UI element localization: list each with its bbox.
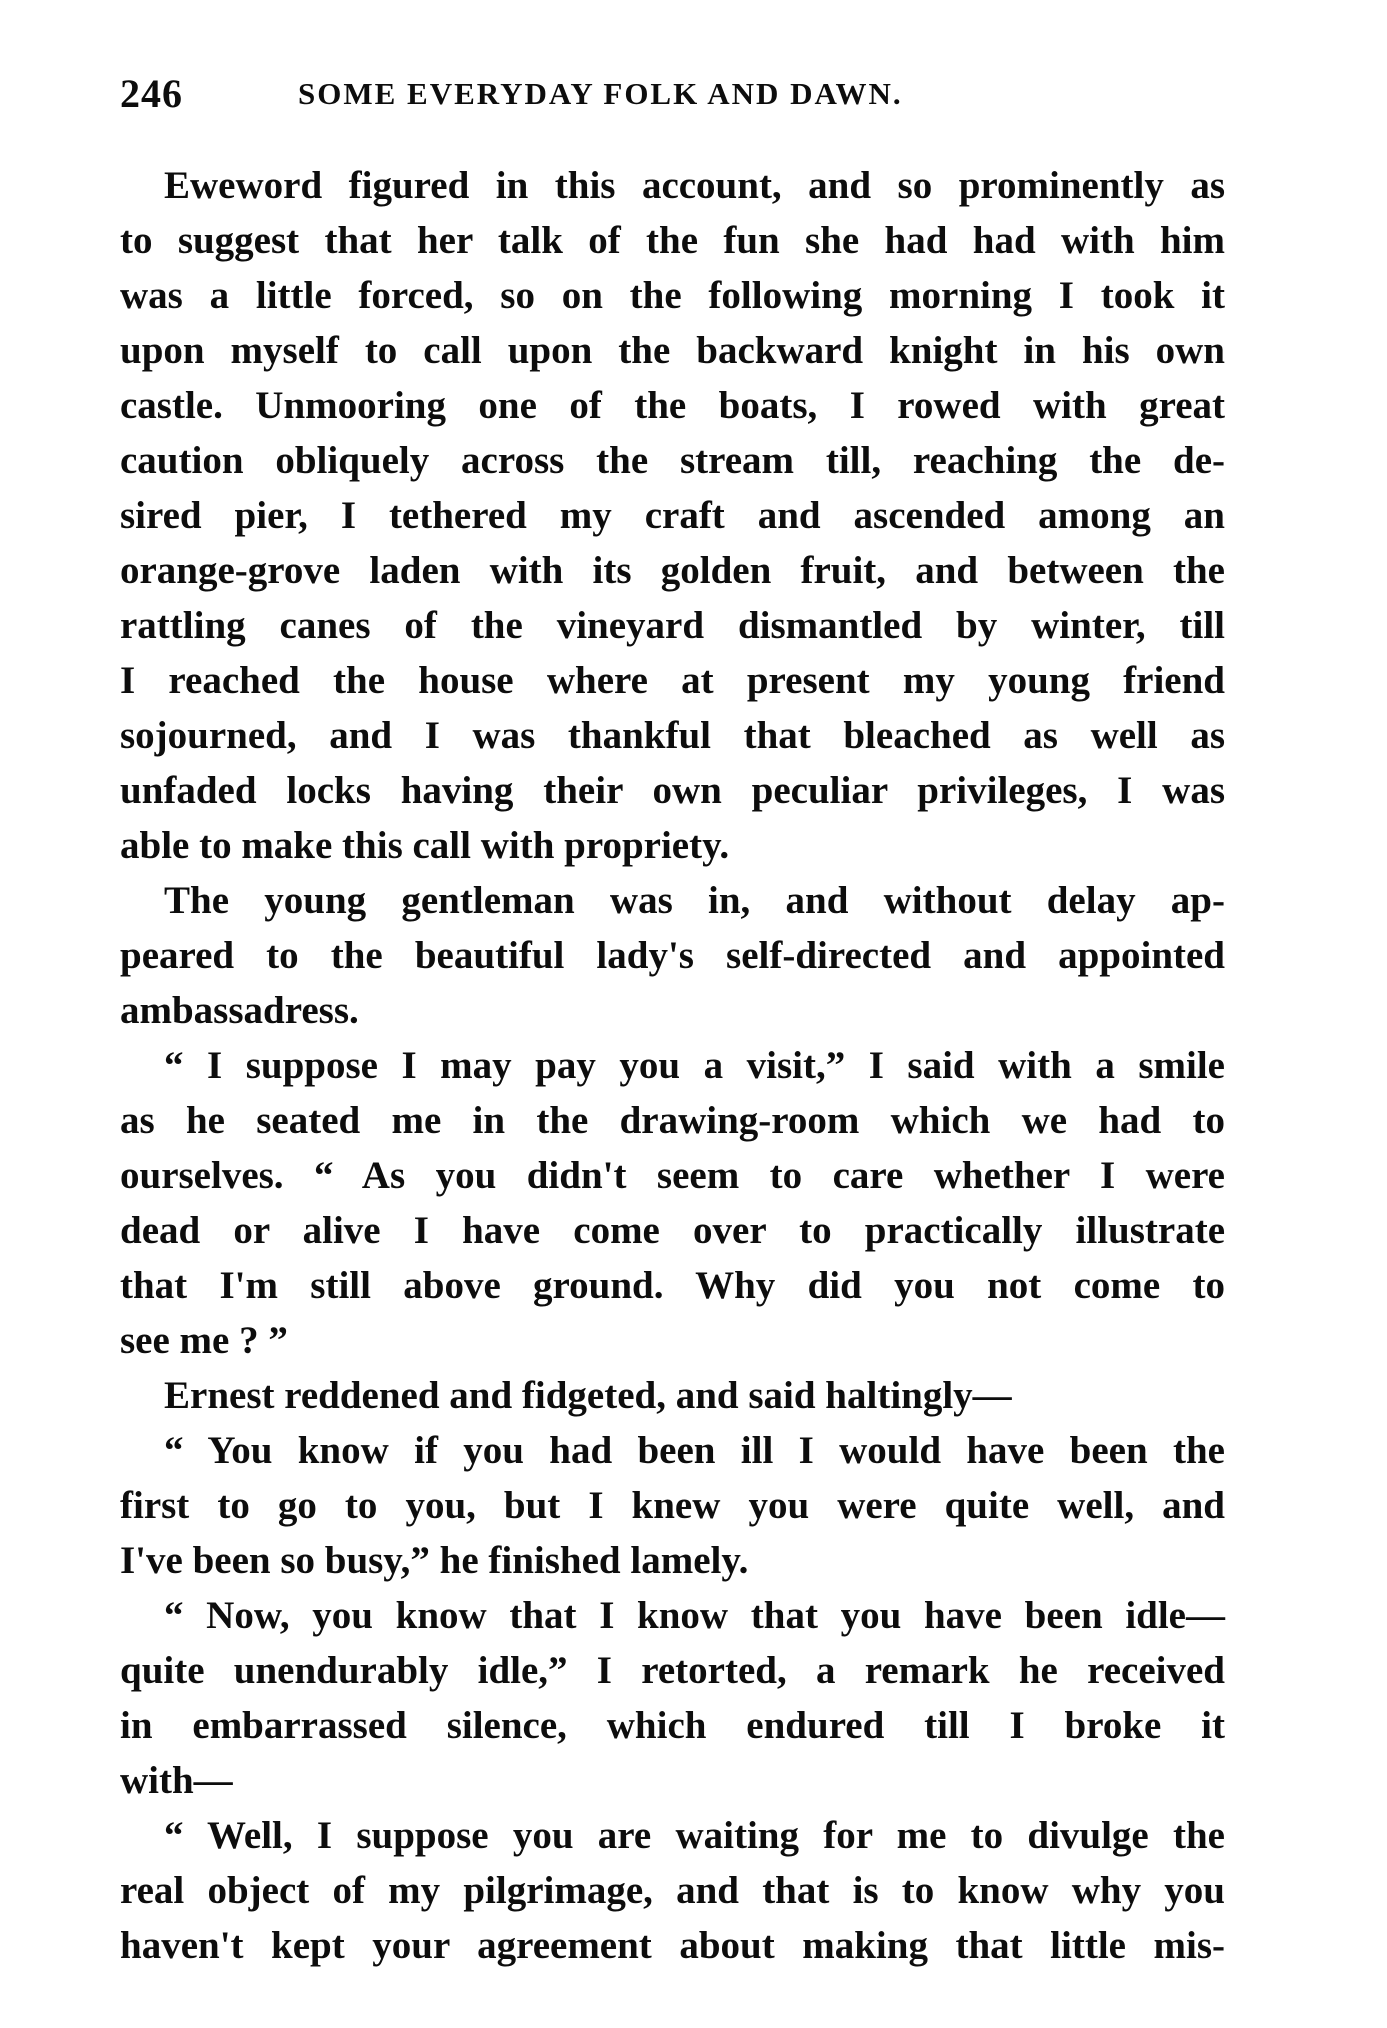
text-line: dead or alive I have come over to practically illustrate (120, 1209, 1225, 1252)
text-line: sojourned, and I was thankful that bleached as well as (120, 714, 1225, 757)
text-line: real object of my pilgrimage, and that is to know why you (120, 1869, 1225, 1912)
page-number: 246 (120, 71, 183, 116)
text-line: in embarrassed silence, which endured till I broke it (120, 1704, 1225, 1747)
text-line: I've been so busy,” he finished lamely. (120, 1539, 749, 1582)
text-line: Ernest reddened and fidgeted, and said haltingly— (164, 1374, 1012, 1417)
text-line: “ You know if you had been ill I would have been the (164, 1429, 1225, 1472)
text-line: upon myself to call upon the backward knight in his own (120, 329, 1225, 372)
text-line: ambassadress. (120, 989, 359, 1032)
text-line: orange-grove laden with its golden fruit, and between the (120, 549, 1225, 592)
text-line: as he seated me in the drawing-room which we had to (120, 1099, 1225, 1142)
text-line: sired pier, I tethered my craft and ascended among an (120, 494, 1225, 537)
text-line: to suggest that her talk of the fun she had had with him (120, 219, 1225, 262)
text-line: peared to the beautiful lady's self-directed and appointed (120, 934, 1225, 977)
text-line: was a little forced, so on the following morning I took it (120, 274, 1225, 317)
text-line: able to make this call with propriety. (120, 824, 730, 867)
page-header (120, 70, 1220, 130)
text-line: that I'm still above ground. Why did you not come to (120, 1264, 1225, 1307)
text-line: first to go to you, but I knew you were quite well, and (120, 1484, 1225, 1527)
text-line: see me ? ” (120, 1319, 288, 1362)
text-line: “ Now, you know that I know that you have been idle— (164, 1594, 1225, 1637)
text-line: The young gentleman was in, and without delay ap- (164, 879, 1225, 922)
text-line: I reached the house where at present my young friend (120, 659, 1225, 702)
text-line: rattling canes of the vineyard dismantled by winter, till (120, 604, 1225, 647)
text-line: “ I suppose I may pay you a visit,” I said with a smile (164, 1044, 1225, 1087)
text-line: with— (120, 1759, 233, 1802)
text-line: Eweword figured in this account, and so prominently as (164, 164, 1225, 207)
text-line: caution obliquely across the stream till, reaching the de- (120, 439, 1225, 482)
text-line: ourselves. “ As you didn't seem to care whether I were (120, 1154, 1225, 1197)
text-line: unfaded locks having their own peculiar privileges, I was (120, 769, 1225, 812)
body-text (120, 158, 1225, 1973)
text-line: quite unendurably idle,” I retorted, a remark he received (120, 1649, 1225, 1692)
running-title: SOME EVERYDAY FOLK AND DAWN. (298, 76, 903, 111)
text-line: castle. Unmooring one of the boats, I rowed with great (120, 384, 1225, 427)
text-line: “ Well, I suppose you are waiting for me to divulge the (164, 1814, 1225, 1857)
text-line: haven't kept your agreement about making that little mis- (120, 1924, 1225, 1967)
